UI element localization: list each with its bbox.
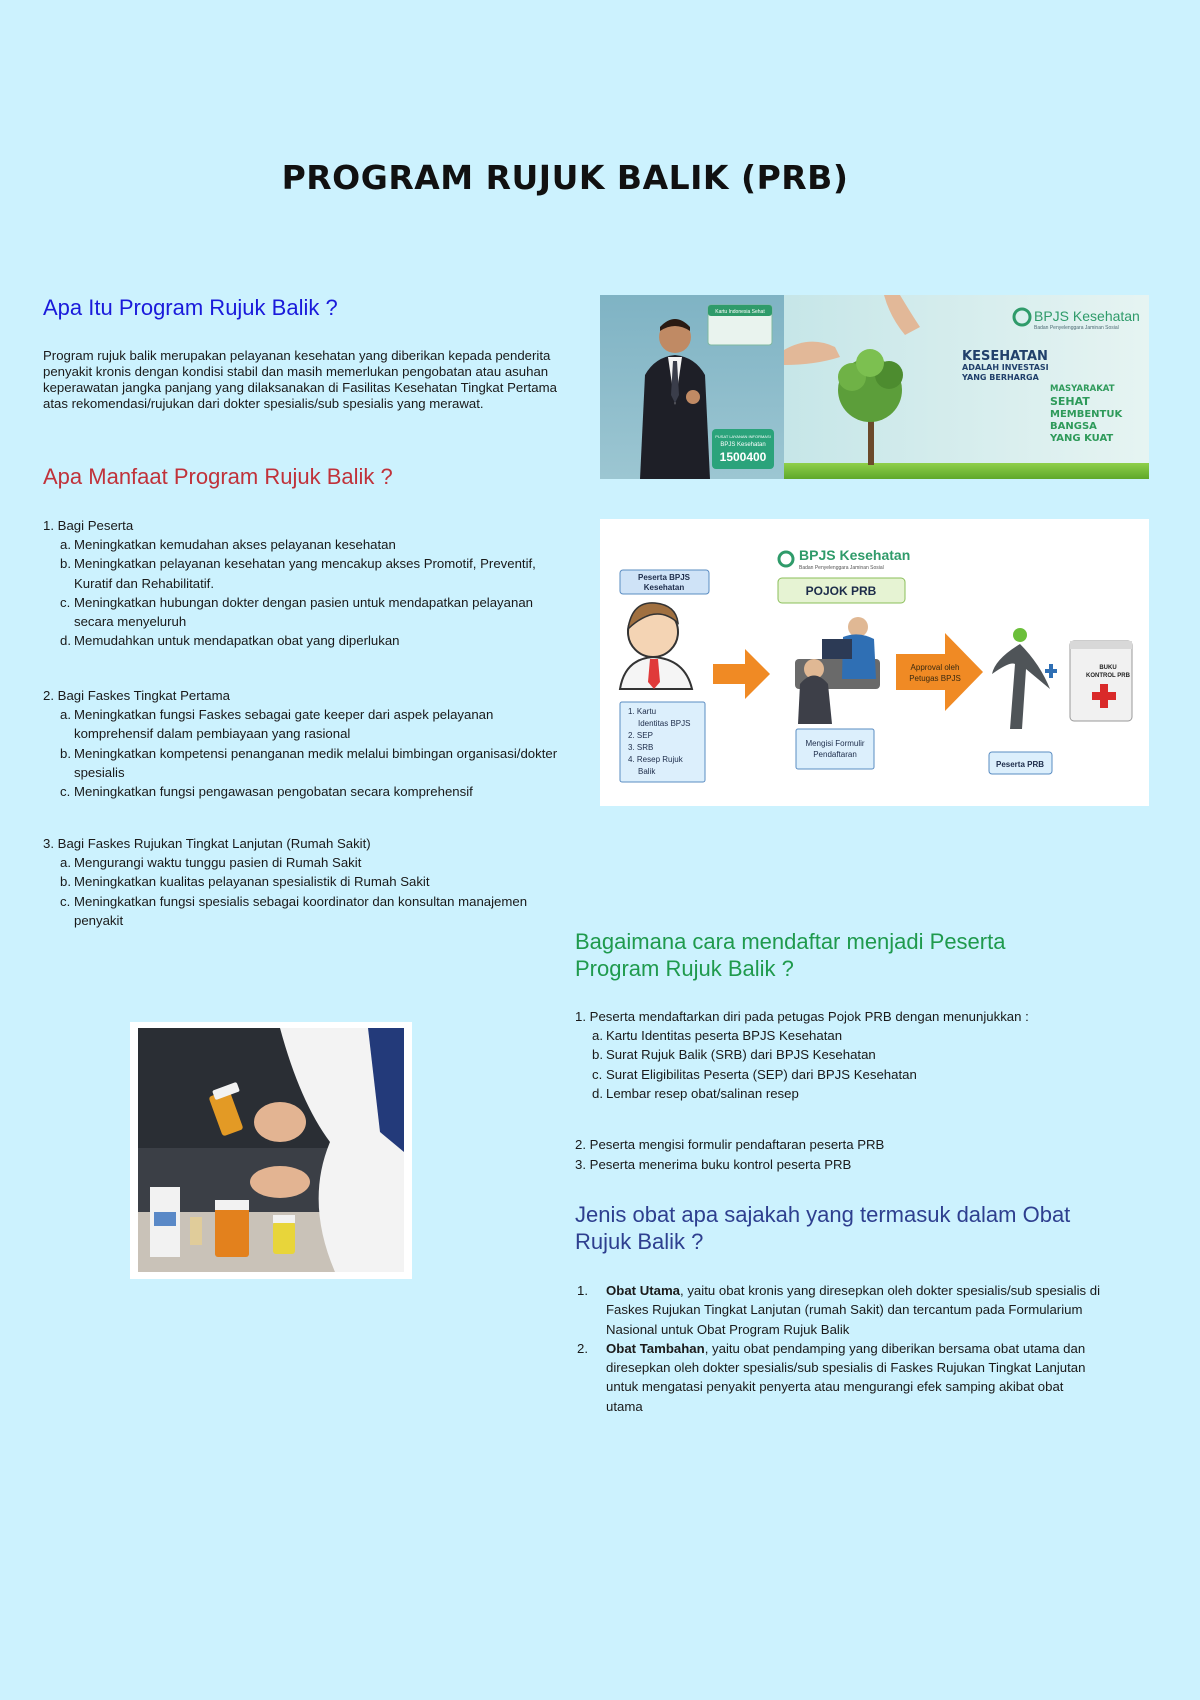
diagram-doc-line: Identitas BPJS <box>638 719 691 728</box>
register-heading-line-2: Program Rujuk Balik ? <box>575 956 794 981</box>
register-step-1: 1. Peserta mendaftarkan diri pada petugas Pojok PRB dengan menunjukkan : <box>575 1009 1029 1024</box>
list-marker: 2. <box>577 1340 588 1356</box>
requirement-text: Lembar resep obat/salinan resep <box>606 1085 799 1101</box>
list-marker: c. <box>60 893 71 909</box>
buku-label-2: KONTROL PRB <box>1086 673 1130 679</box>
bpjs-banner-graphic <box>600 295 1149 479</box>
list-marker: 1. <box>577 1283 588 1298</box>
list-marker: b. <box>60 874 71 890</box>
approval-label-1: Approval oleh <box>910 663 960 672</box>
banner-brand-sub: Badan Penyelenggara Jaminan Sosial <box>1034 325 1119 331</box>
register-step-2: 2. Peserta mengisi formulir pendaftaran peserta PRB <box>575 1137 885 1152</box>
benefit-item-text: Meningkatkan fungsi spesialis sebagai koordinator dan konsultan manajemen <box>74 893 528 909</box>
benefit-item-text: Memudahkan untuk mendapatkan obat yang diperlukan <box>74 633 400 649</box>
benefit-item-text: Meningkatkan kualitas pelayanan spesialistik di Rumah Sakit <box>74 874 430 890</box>
requirement-item <box>575 1084 1095 1103</box>
benefit-item-text: secara menyeluruh <box>74 614 187 630</box>
benefit-item <box>43 872 563 891</box>
list-marker: a. <box>60 855 71 870</box>
list-marker: a. <box>60 707 71 722</box>
hotline-label: PUSAT LAYANAN INFORMASI <box>715 434 771 439</box>
medicine-type-first-line <box>606 1281 1105 1300</box>
page-title: PROGRAM RUJUK BALIK (PRB) <box>281 158 849 197</box>
benefit-item-text: Meningkatkan hubungan dokter dengan pasien untuk mendapatkan pelayanan <box>74 594 533 610</box>
benefit-group-title: 2. Bagi Faskes Tingkat Pertama <box>43 688 230 703</box>
medicine-type-text: diresepkan oleh dokter spesialis/sub spesialis di Faskes Rujukan Tingkat Lanjutan <box>606 1360 1086 1376</box>
benefit-item-text: Meningkatkan kompetensi penanganan medik melalui bimbingan organisasi/dokter <box>74 745 558 761</box>
medicine-type-item <box>575 1339 1105 1416</box>
medicine-types-list <box>575 1281 1105 1416</box>
diagram-brand: BPJS Kesehatan <box>799 547 911 563</box>
benefit-item-text: Mengurangi waktu tunggu pasien di Rumah Sakit <box>74 855 362 870</box>
list-marker: a. <box>60 537 71 552</box>
peserta-label-2: Kesehatan <box>643 583 685 592</box>
benefit-items <box>43 535 563 651</box>
list-marker: a. <box>592 1028 603 1043</box>
hotline-number: 1500400 <box>719 450 767 464</box>
pharmacist-photo-graphic <box>130 1022 412 1279</box>
medicine-type-name: Obat Utama <box>606 1283 681 1298</box>
benefit-item <box>43 782 563 801</box>
banner-slogan-line: MEMBENTUK <box>1050 409 1123 420</box>
form-label-1: Mengisi Formulir <box>805 739 865 748</box>
benefit-item-text: komprehensif dalam pembiayaan yang rasional <box>74 726 351 742</box>
section-heading-benefits: Apa Manfaat Program Rujuk Balik ? <box>43 464 393 489</box>
list-marker: c. <box>60 594 71 610</box>
benefit-item-text: Meningkatkan pelayanan kesehatan yang mencakup akses Promotif, Preventif, <box>74 556 536 572</box>
list-marker: b. <box>60 556 71 572</box>
benefit-group-title: 1. Bagi Peserta <box>43 518 134 533</box>
list-marker: c. <box>592 1066 603 1082</box>
list-marker: b. <box>60 745 71 761</box>
register-step-3: 3. Peserta menerima buku kontrol peserta PRB <box>575 1157 852 1172</box>
buku-label-1: BUKU <box>1099 665 1117 671</box>
benefit-item-text: Kuratif dan Rehabilitatif. <box>74 575 215 591</box>
section-heading-what-is: Apa Itu Program Rujuk Balik ? <box>43 295 338 320</box>
banner-slogan-line: YANG KUAT <box>1050 433 1114 444</box>
medicine-heading-line-1: Jenis obat apa sajakah yang termasuk dalam Obat <box>575 1202 1071 1227</box>
section-heading-medicine <box>575 1201 1070 1255</box>
diagram-doc-line: 3. SRB <box>628 743 654 752</box>
diagram-doc-line: 4. Resep Rujuk <box>628 755 683 764</box>
list-marker: d. <box>60 633 71 649</box>
benefit-item-text: Meningkatkan kemudahan akses pelayanan kesehatan <box>74 537 396 552</box>
requirement-text: Surat Rujuk Balik (SRB) dari BPJS Kesehatan <box>606 1047 876 1063</box>
benefit-item <box>43 744 563 783</box>
benefit-item <box>43 631 563 650</box>
approval-label-2: Petugas BPJS <box>909 674 961 683</box>
medicine-type-text: , yaitu obat kronis yang diresepkan oleh dokter spesialis/sub spesialis di <box>680 1283 1101 1298</box>
banner-tagline-1: KESEHATAN <box>962 349 1048 364</box>
banner-slogan-line: BANGSA <box>1050 421 1097 432</box>
register-heading-line-1: Bagaimana cara mendaftar menjadi Peserta <box>575 929 1006 954</box>
bpjs-banner-image <box>600 295 1149 479</box>
medicine-type-name: Obat Tambahan <box>606 1340 705 1356</box>
peserta-prb-label: Peserta PRB <box>995 760 1045 769</box>
benefit-item-text: Meningkatkan fungsi pengawasan pengobatan secara komprehensif <box>74 784 473 800</box>
medicine-type-item <box>575 1281 1105 1339</box>
medicine-type-first-line <box>606 1339 1105 1358</box>
prb-flow-graphic <box>600 519 1149 806</box>
benefit-item <box>43 593 563 632</box>
list-marker: c. <box>60 784 71 800</box>
list-marker: b. <box>592 1047 603 1063</box>
requirement-item <box>575 1026 1095 1045</box>
requirement-text: Surat Eligibilitas Peserta (SEP) dari BPJS Kesehatan <box>606 1066 917 1082</box>
banner-tagline-3: YANG BERHARGA <box>962 373 1039 382</box>
benefit-item <box>43 892 563 931</box>
benefit-group-title: 3. Bagi Faskes Rujukan Tingkat Lanjutan (Rumah Sakit) <box>43 836 371 851</box>
requirement-text: Kartu Identitas peserta BPJS Kesehatan <box>606 1028 843 1043</box>
intro-paragraph: Program rujuk balik merupakan pelayanan kesehatan yang diberikan kepada penderita penyakit kronis dengan kondisi stabil dan masih memerlukan pengobatan atau asuhan keperawatan jangka panjang yang dilaksanakan di Fasilitas Kesehatan Tingkat Pertama atas rekomendasi/rujukan dari dokter spesialis/sub spesialis yang merawat. <box>43 348 557 411</box>
form-label-2: Pendaftaran <box>813 750 857 759</box>
medicine-heading-line-2: Rujuk Balik ? <box>575 1229 704 1254</box>
benefit-item <box>43 853 563 872</box>
list-marker: d. <box>592 1085 603 1101</box>
medicine-type-text: utama <box>606 1398 643 1414</box>
requirement-item <box>575 1065 1095 1084</box>
banner-tagline-2: ADALAH INVESTASI <box>962 363 1049 372</box>
benefit-items <box>43 705 563 801</box>
prb-flow-diagram <box>600 519 1149 806</box>
benefit-group <box>43 834 563 930</box>
diagram-doc-line: 2. SEP <box>628 731 653 740</box>
benefit-item-text: Meningkatkan fungsi Faskes sebagai gate keeper dari aspek pelayanan <box>74 707 494 722</box>
medicine-type-text: untuk mengatasi penyakit penyerta atau mengurangi efek samping akibat obat <box>606 1379 1064 1395</box>
diagram-brand-sub: Badan Penyelenggara Jaminan Sosial <box>799 565 884 571</box>
diagram-logo-icon <box>779 552 793 566</box>
benefit-group <box>43 516 563 651</box>
benefit-items <box>43 853 563 930</box>
medicine-type-text: , yaitu obat pendamping yang diberikan bersama obat utama dan <box>704 1340 1086 1356</box>
pharmacist-photo <box>130 1022 412 1279</box>
medicine-type-text: Faskes Rujukan Tingkat Lanjutan (rumah Sakit) dan tercantum pada Formularium <box>606 1302 1083 1318</box>
register-requirements-list <box>575 1026 1095 1103</box>
benefit-item <box>43 535 563 554</box>
pojok-prb-label: POJOK PRB <box>805 584 877 598</box>
benefit-item-text: spesialis <box>74 764 125 780</box>
banner-brand: BPJS Kesehatan <box>1034 308 1140 324</box>
card-title: Kartu Indonesia Sehat <box>715 309 765 315</box>
requirement-item <box>575 1045 1095 1064</box>
peserta-label-1: Peserta BPJS <box>637 573 691 582</box>
diagram-doc-line: Balik <box>638 767 656 776</box>
benefit-item <box>43 554 563 593</box>
benefit-item <box>43 705 563 744</box>
benefit-group <box>43 686 563 801</box>
section-heading-register <box>575 928 1005 982</box>
banner-slogan-line: MASYARAKAT <box>1050 384 1115 394</box>
diagram-doc-line: 1. Kartu <box>628 707 657 716</box>
hotline-brand: BPJS Kesehatan <box>720 442 766 448</box>
medicine-type-text: Nasional untuk Obat Program Rujuk Balik <box>606 1321 850 1337</box>
benefit-item-text: penyakit <box>74 912 124 928</box>
banner-slogan-line: SEHAT <box>1050 395 1090 408</box>
